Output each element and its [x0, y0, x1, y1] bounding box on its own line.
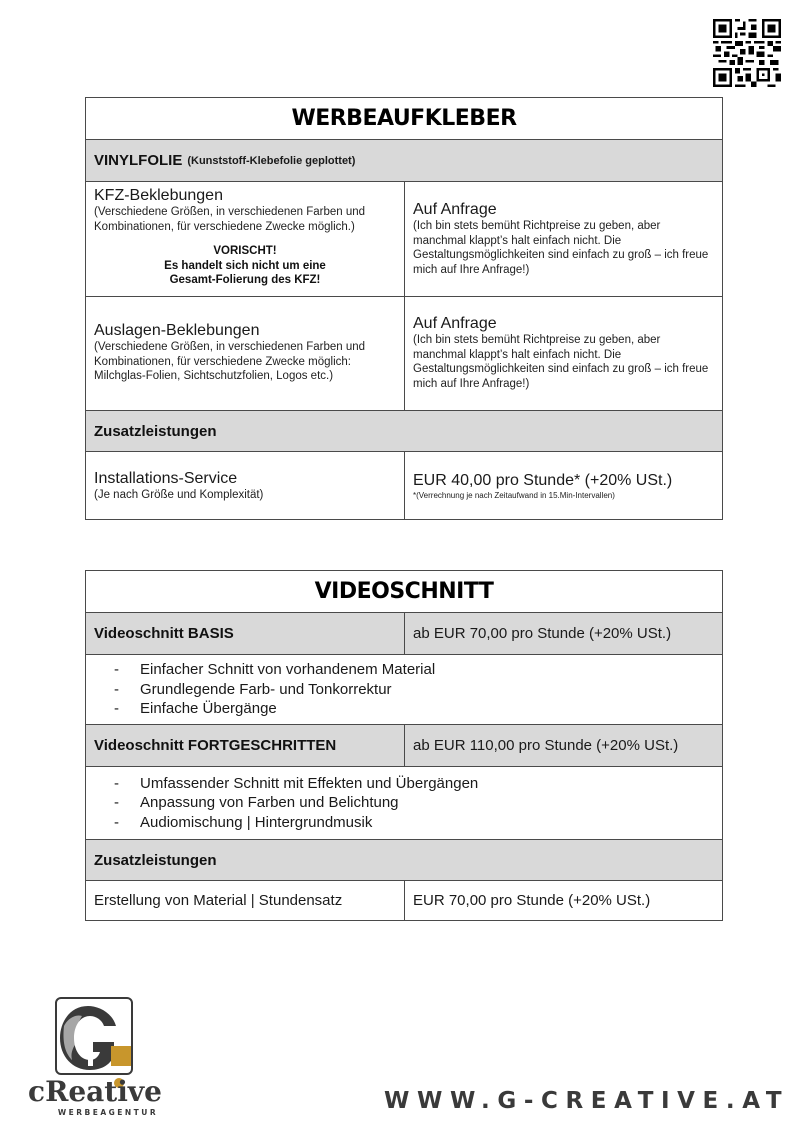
price: EUR 40,00 pro Stunde* (+20% USt.)	[413, 471, 673, 489]
service-description: (Verschiedene Größen, in verschiedenen Farben und Kombinationen, für verschiedene Zwecke möglich.)	[94, 206, 366, 233]
package-name: Videoschnitt FORTGESCHRITTEN	[94, 737, 337, 754]
service-name: Auslagen-Beklebungen	[94, 322, 260, 339]
package-price: ab EUR 70,00 pro Stunde (+20% USt.)	[413, 625, 672, 642]
service-price: EUR 70,00 pro Stunde (+20% USt.)	[413, 892, 651, 909]
package-name: Videoschnitt BASIS	[94, 625, 234, 642]
service-description: (Verschiedene Größen, in verschiedenen Farben und Kombinationen, für verschiedene Zwecke möglich: Milchglas-Folien, Sichtschutzfolien, Logos etc.)	[94, 341, 366, 382]
table-row	[86, 880, 722, 920]
list-item: - Einfache Übergänge	[114, 699, 722, 719]
list-item: - Einfacher Schnitt von vorhandenem Material	[114, 660, 722, 680]
zusatz-header: Zusatzleistungen	[94, 851, 217, 869]
website-link[interactable]: WWW.G-CREATIVE.AT	[384, 1088, 790, 1114]
zusatz-header: Zusatzleistungen	[94, 422, 217, 440]
werbeaufkleber-table	[85, 97, 723, 520]
price-note: *(Verrechnung je nach Zeitaufwand in 15.Min-Intervallen)	[413, 490, 615, 500]
feature-list	[86, 774, 722, 833]
vinyl-header: VINYLFOLIE	[94, 152, 183, 169]
table-row	[86, 612, 722, 654]
list-item: - Anpassung von Farben und Belichtung	[114, 793, 722, 813]
qr-code-icon	[713, 19, 781, 87]
table-row	[86, 181, 722, 296]
list-item: - Grundlegende Farb- und Tonkorrektur	[114, 680, 722, 700]
service-name: Erstellung von Material | Stundensatz	[94, 892, 343, 909]
logo-tagline: WERBEAGENTUR	[57, 1108, 159, 1117]
feature-list	[86, 660, 722, 719]
company-logo	[18, 996, 173, 1118]
vinyl-subheader: (Kunststoff-Klebefolie geplottet)	[187, 154, 356, 167]
price: Auf Anfrage	[413, 315, 497, 332]
logo-wordmark: cReative	[28, 1075, 162, 1108]
price-note: (Ich bin stets bemüht Richtpreise zu geben, aber manchmal klappt’s halt einfach nicht. Die Gestaltungsmöglichkeiten sind einfach zu groß – ich freue mich auf Ihre Anfrage!)	[413, 334, 709, 390]
table-row	[86, 451, 722, 519]
service-description: (Je nach Größe und Komplexität)	[94, 488, 264, 501]
table-row	[86, 724, 722, 766]
list-item: - Audiomischung | Hintergrundmusik	[114, 813, 722, 833]
videoschnitt-title: VIDEOSCHNITT	[314, 579, 494, 604]
table-row	[86, 296, 722, 410]
werbeaufkleber-title: WERBEAUFKLEBER	[291, 106, 517, 131]
package-price: ab EUR 110,00 pro Stunde (+20% USt.)	[413, 737, 679, 754]
warning-note: VORISCHT! Es handelt sich nicht um eine Gesamt-Folierung des KFZ!	[164, 245, 326, 286]
videoschnitt-table	[85, 570, 723, 921]
list-item: - Umfassender Schnitt mit Effekten und Übergängen	[114, 774, 722, 794]
service-name: KFZ-Beklebungen	[94, 187, 223, 204]
price-note: (Ich bin stets bemüht Richtpreise zu geben, aber manchmal klappt’s halt einfach nicht. Die Gestaltungsmöglichkeiten sind einfach zu groß – ich freue mich auf Ihre Anfrage!)	[413, 220, 709, 276]
lion-g-logo-icon	[18, 996, 173, 1118]
price: Auf Anfrage	[413, 201, 497, 218]
service-name: Installations-Service	[94, 469, 238, 487]
